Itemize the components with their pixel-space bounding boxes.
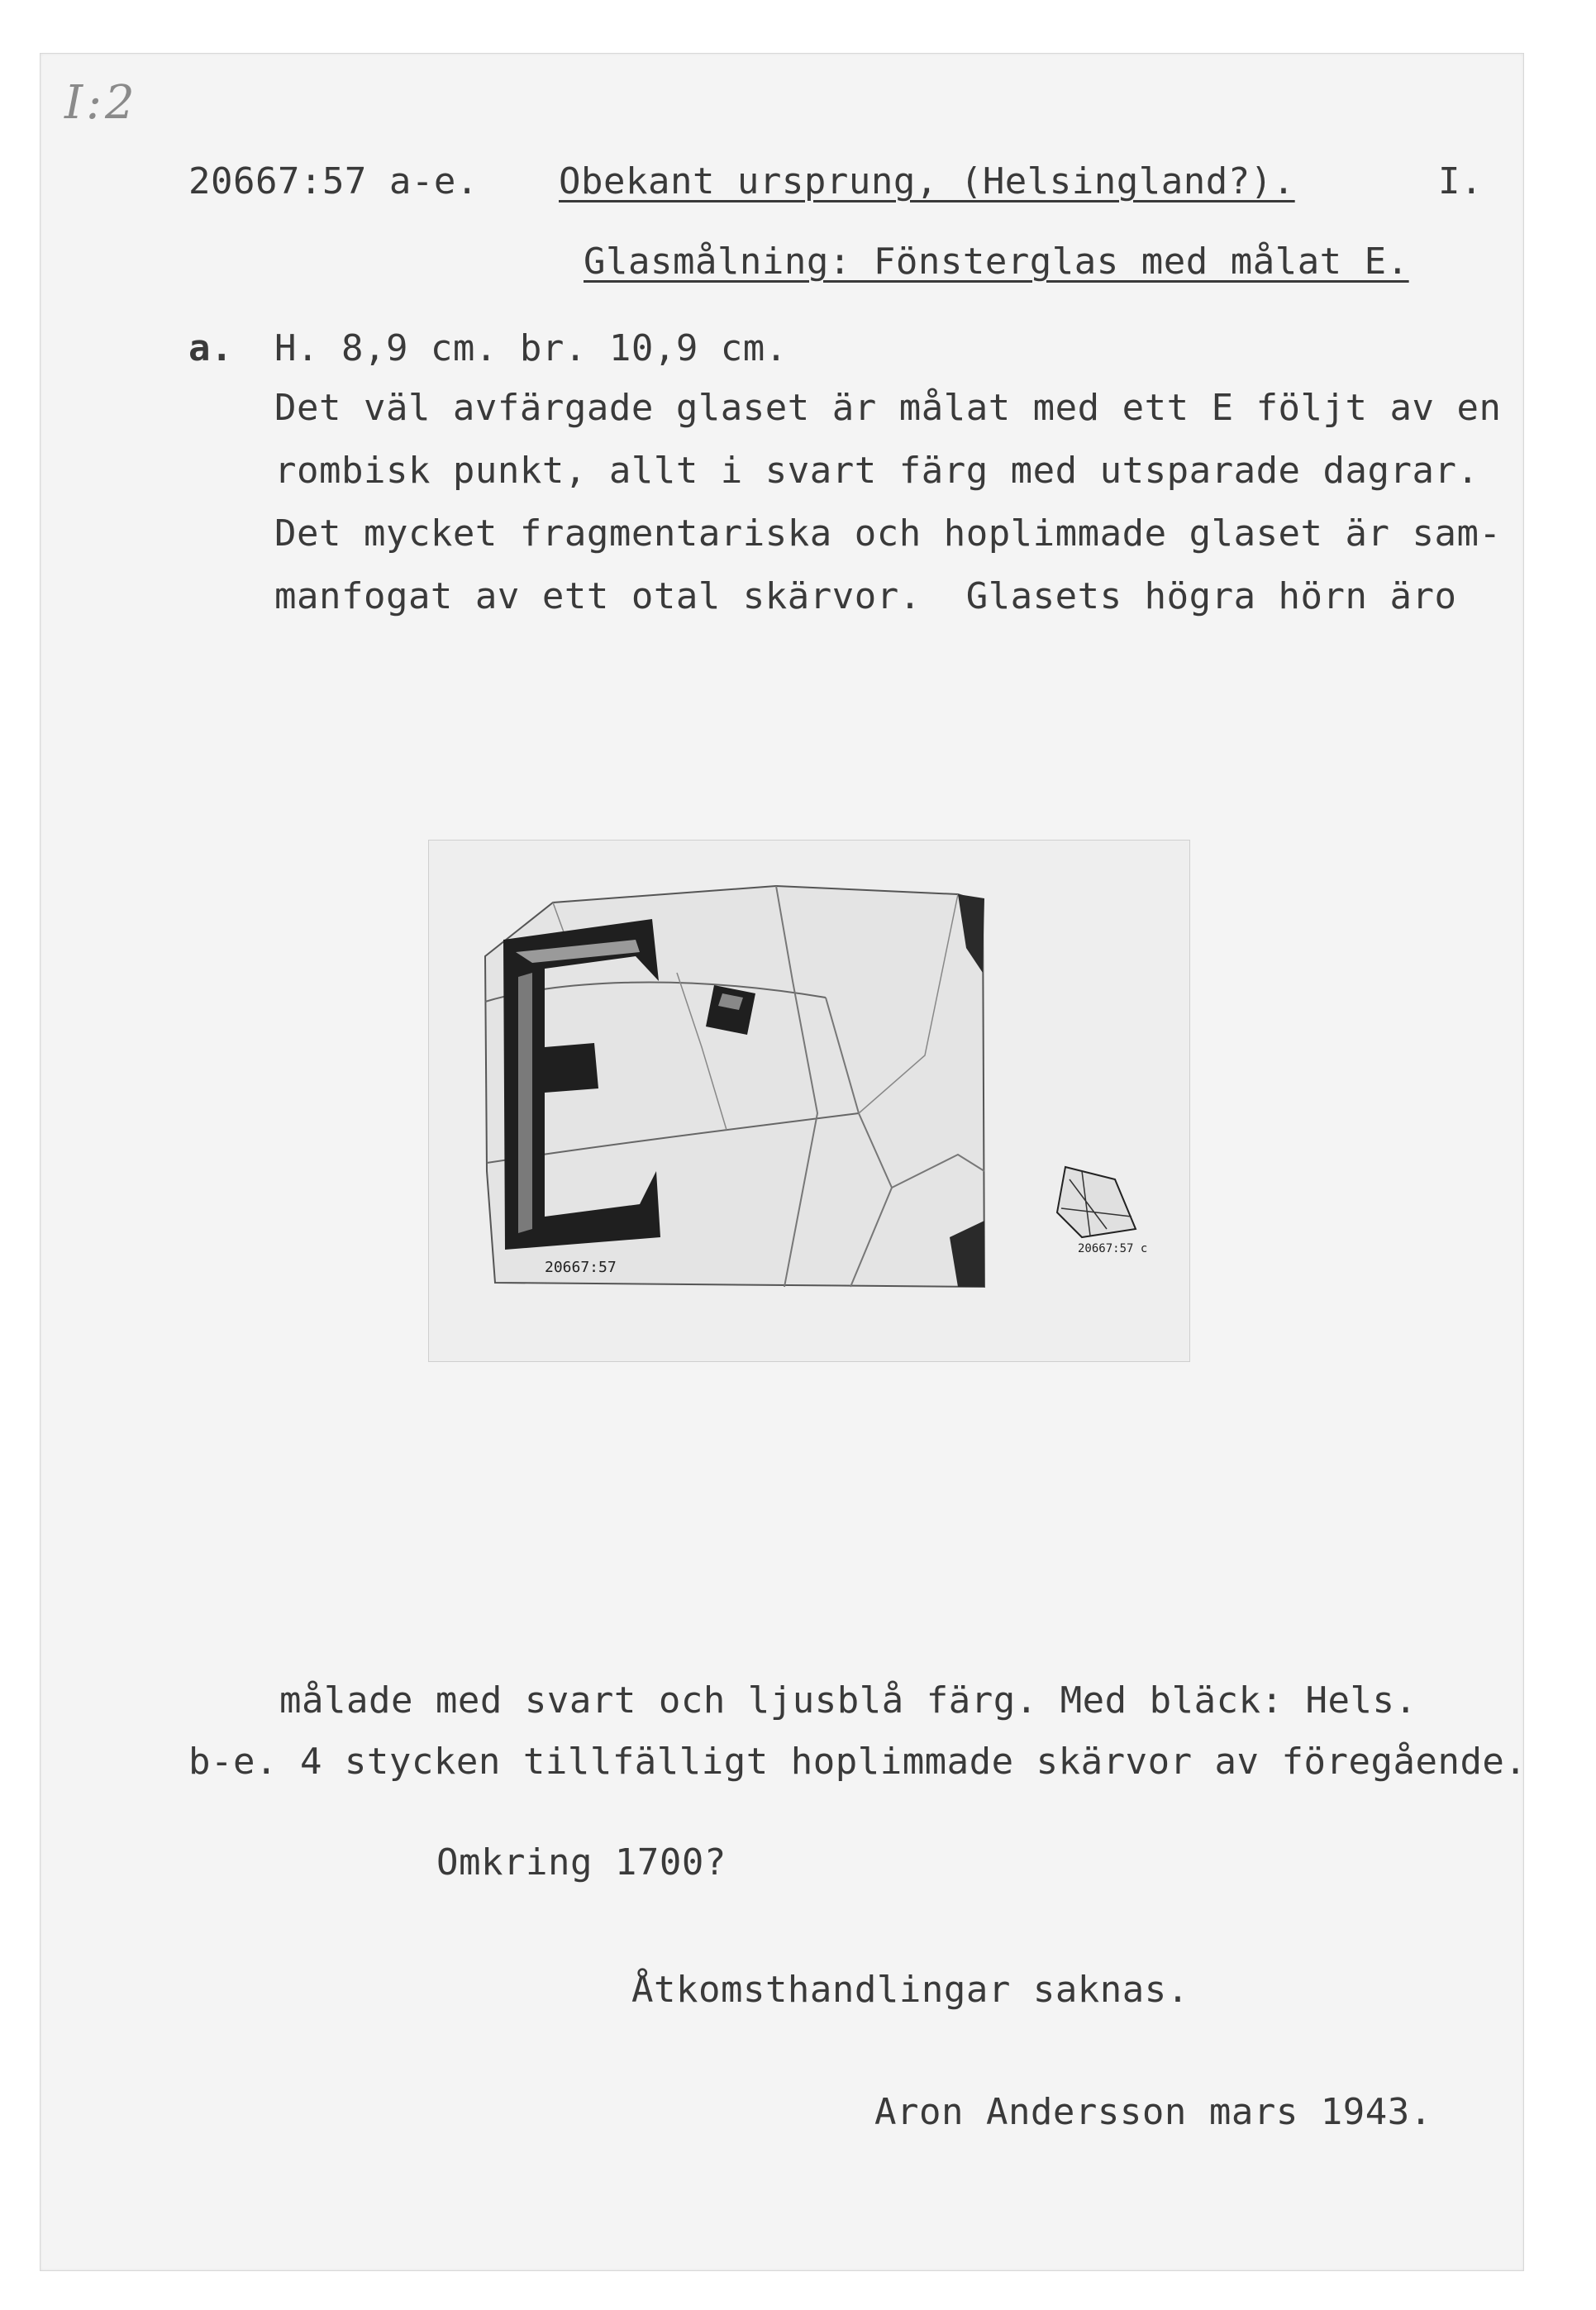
item-a-label: a. bbox=[188, 327, 233, 369]
tag-inscription: 20667:57 c bbox=[1078, 1242, 1148, 1255]
acquisition-note: Åtkomsthandlingar saknas. bbox=[631, 1969, 1189, 2011]
subtitle: Glasmålning: Fönsterglas med målat E. bbox=[584, 241, 1409, 283]
dating: Omkring 1700? bbox=[436, 1841, 727, 1884]
glass-photograph bbox=[428, 840, 1190, 1362]
origin-heading: Obekant ursprung, (Helsingland?). bbox=[559, 160, 1295, 202]
description-line: rombisk punkt, allt i svart färg med utsparade dagrar. bbox=[274, 450, 1479, 492]
glass-inscription: 20667:57 bbox=[545, 1259, 617, 1276]
item-a-dimensions: H. 8,9 cm. br. 10,9 cm. bbox=[274, 327, 788, 369]
signature: Aron Andersson mars 1943. bbox=[874, 2091, 1432, 2133]
roman-numeral: I. bbox=[1438, 160, 1483, 202]
description-line: Det väl avfärgade glaset är målat med ett E följt av en bbox=[274, 387, 1502, 429]
description-line: Det mycket fragmentariska och hoplimmade glaset är sam- bbox=[274, 512, 1502, 555]
handwritten-mark: I:2 bbox=[64, 76, 138, 130]
continuation-text: målade med svart och ljusblå färg. Med bläck: Hels. bbox=[279, 1679, 1417, 1722]
items-b-e: b-e. 4 stycken tillfälligt hoplimmade skärvor av föregående. bbox=[188, 1741, 1527, 1783]
glass-fragment-image bbox=[429, 841, 1189, 1361]
description-line: manfogat av ett otal skärvor. Glasets högra hörn äro bbox=[274, 575, 1457, 617]
catalog-number: 20667:57 a-e. bbox=[188, 160, 479, 202]
